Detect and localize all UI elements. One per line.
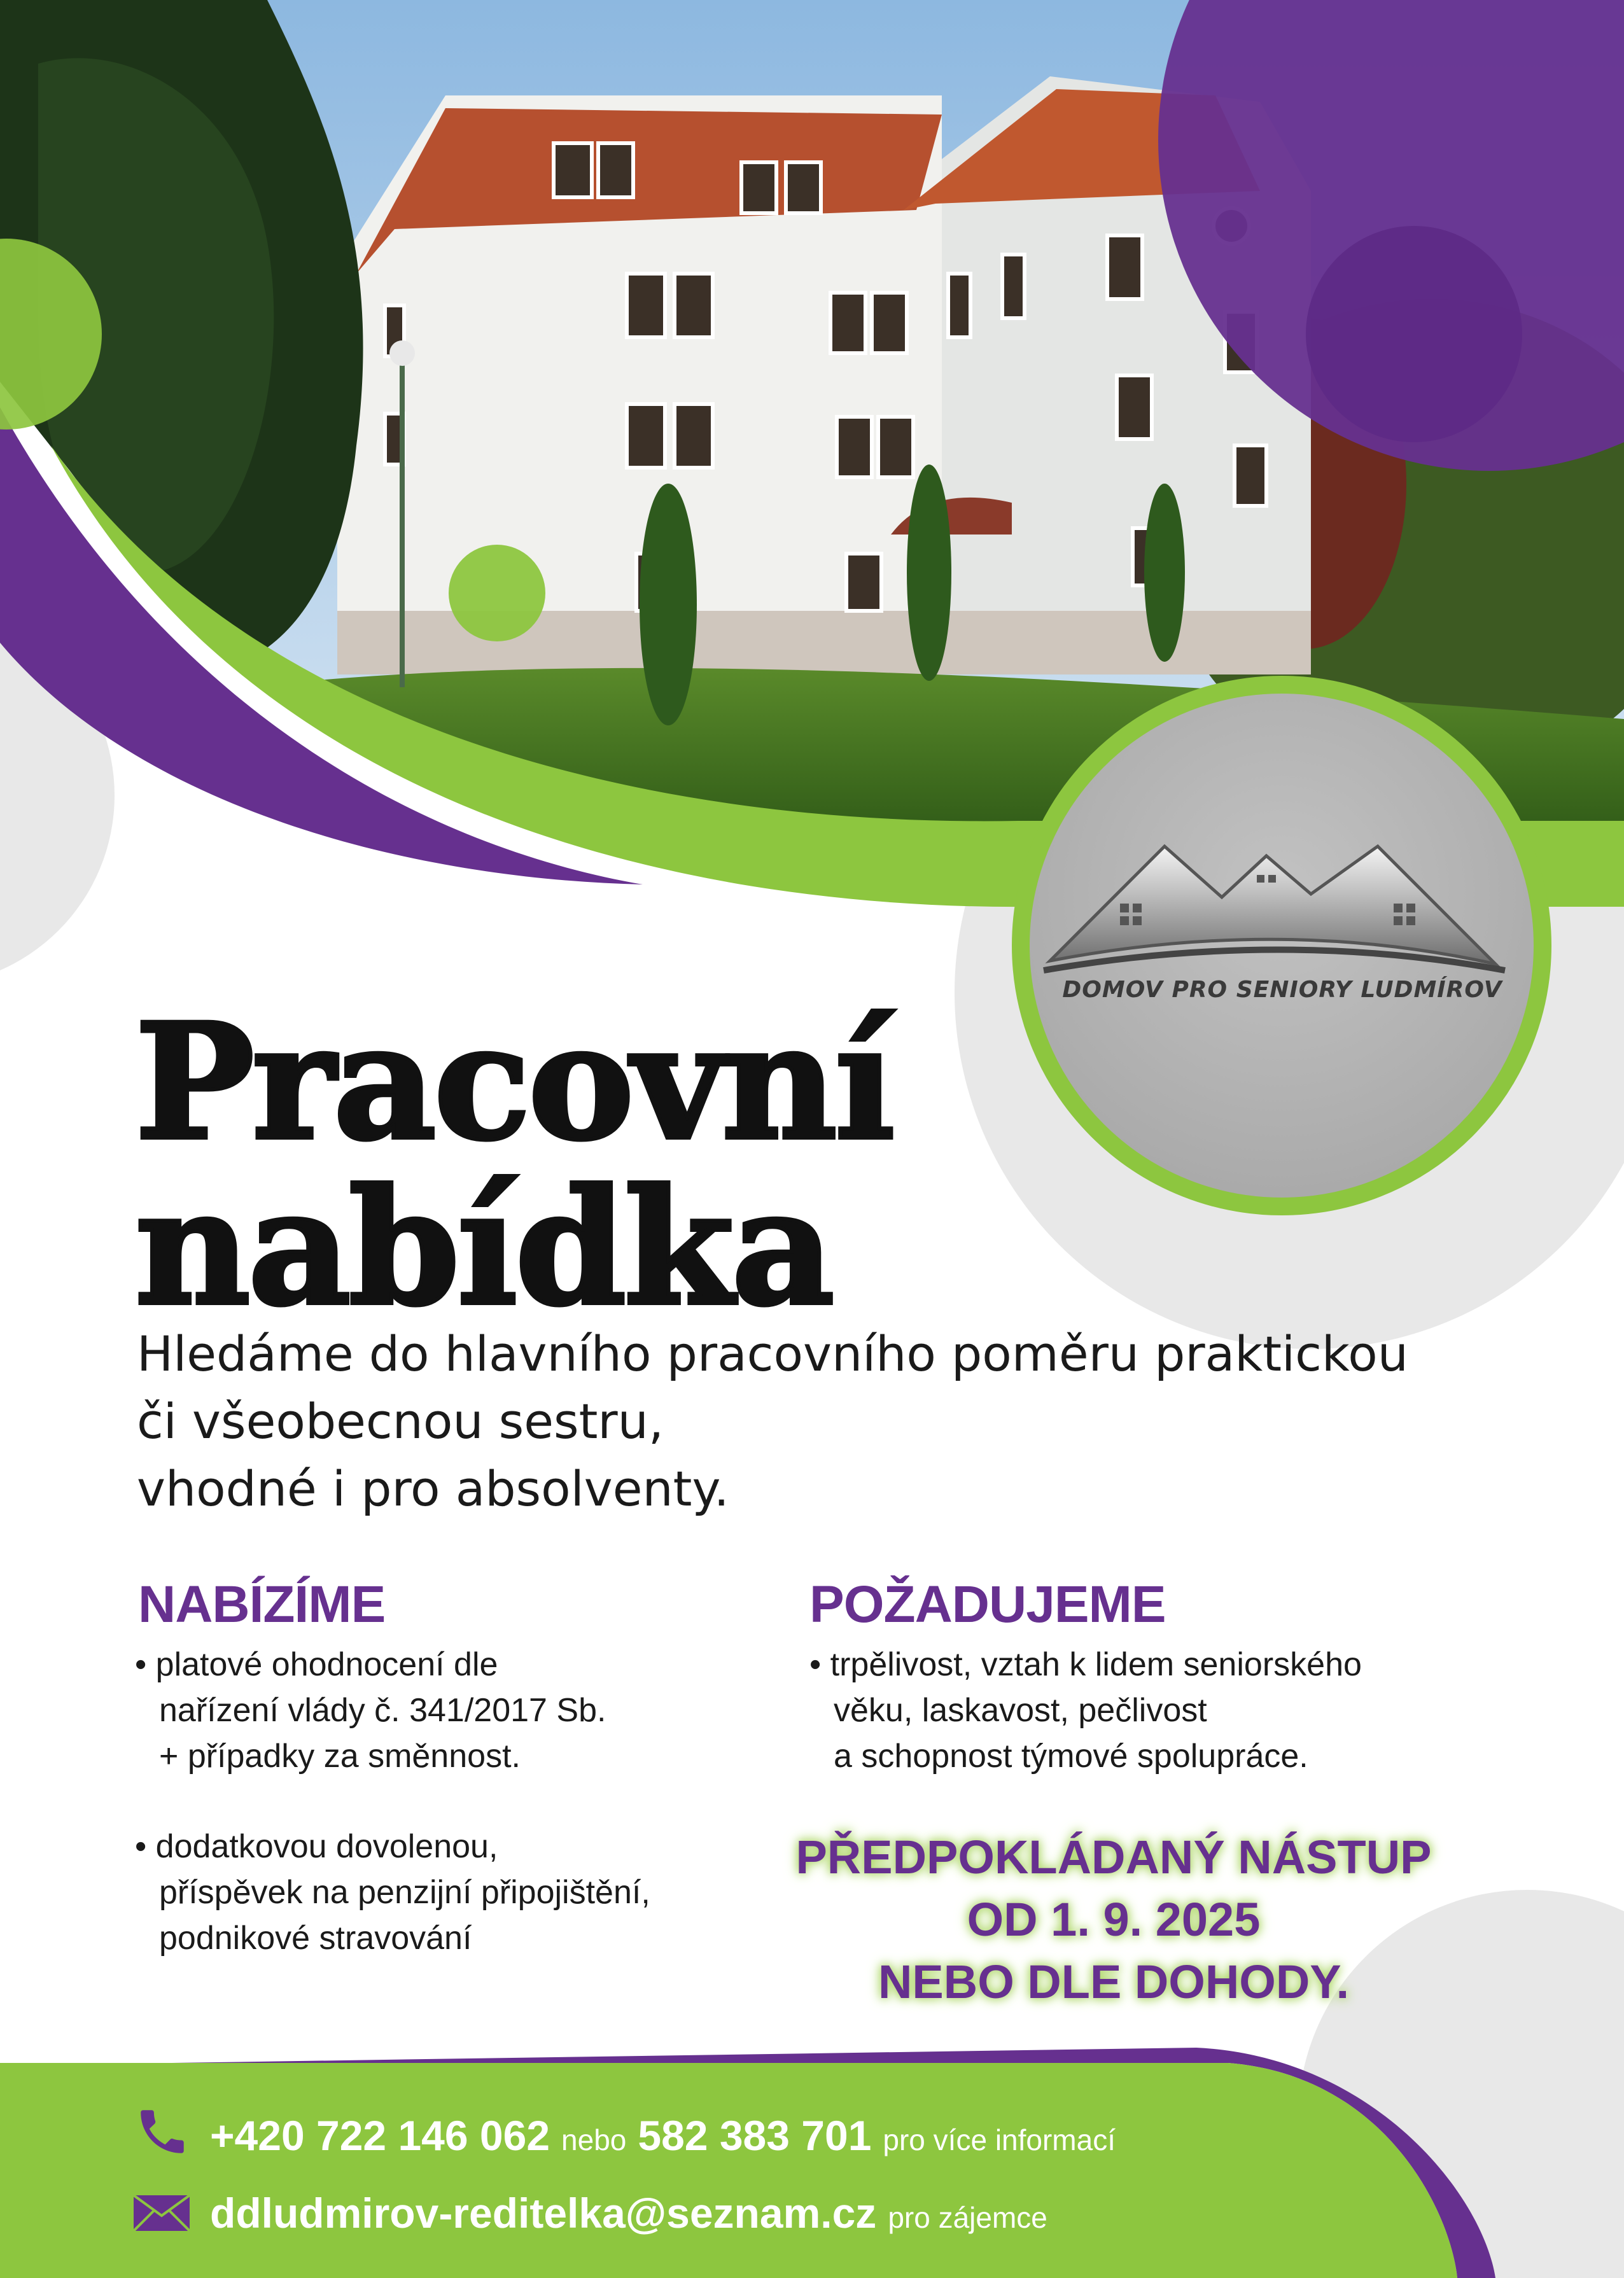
offer-item <box>135 1642 606 1779</box>
start-line: NEBO DLE DOHODY. <box>878 1955 1350 2008</box>
phone-number-2[interactable]: 582 383 701 <box>638 2112 872 2159</box>
list-line: příspěvek na penzijní připojištění, <box>159 1874 650 1911</box>
email-line <box>210 2189 1047 2237</box>
title-line-1: Pracovní <box>135 988 893 1175</box>
start-line: OD 1. 9. 2025 <box>967 1893 1261 1946</box>
title-line-2: nabídka <box>135 1154 832 1341</box>
list-line: věku, laskavost, pečlivost <box>834 1692 1207 1729</box>
require-list <box>809 1642 1362 1779</box>
phone-note: pro více informací <box>883 2123 1116 2156</box>
logo-text: DOMOV PRO SENIORY LUDMÍROV <box>1062 977 1502 1003</box>
list-line: • platové ohodnocení dle <box>135 1646 498 1683</box>
email-link[interactable]: ddludmirov-reditelka@seznam.cz <box>210 2190 877 2237</box>
phone-number-1[interactable]: +420 722 146 062 <box>210 2112 550 2159</box>
phone-line <box>210 2111 1116 2160</box>
start-date-notice <box>732 1826 1495 2013</box>
intro-line: či všeobecnou sestru, <box>137 1393 664 1450</box>
list-line: a schopnost týmové spolupráce. <box>834 1738 1308 1775</box>
email-note: pro zájemce <box>888 2201 1047 2234</box>
list-line: nařízení vlády č. 341/2017 Sb. <box>159 1692 606 1729</box>
start-line: PŘEDPOKLÁDANÝ NÁSTUP <box>795 1831 1432 1883</box>
envelope-icon <box>134 2195 190 2231</box>
list-line: • dodatkovou dovolenou, <box>135 1828 498 1865</box>
intro-text <box>137 1320 1537 1523</box>
list-line: + případky za směnnost. <box>159 1738 521 1775</box>
intro-line: Hledáme do hlavního pracovního poměru praktickou <box>137 1325 1408 1382</box>
logo <box>1021 685 1543 1206</box>
intro-line: vhodné i pro absolventy. <box>137 1460 729 1517</box>
or-text: nebo <box>561 2123 627 2156</box>
phone-icon <box>134 2103 191 2160</box>
require-heading: POŽADUJEME <box>809 1576 1166 1633</box>
offer-item <box>135 1824 650 1961</box>
list-line: podnikové stravování <box>159 1920 472 1957</box>
list-line: • trpělivost, vztah k lidem seniorského <box>809 1646 1362 1683</box>
offer-heading: NABÍZÍME <box>138 1576 386 1633</box>
